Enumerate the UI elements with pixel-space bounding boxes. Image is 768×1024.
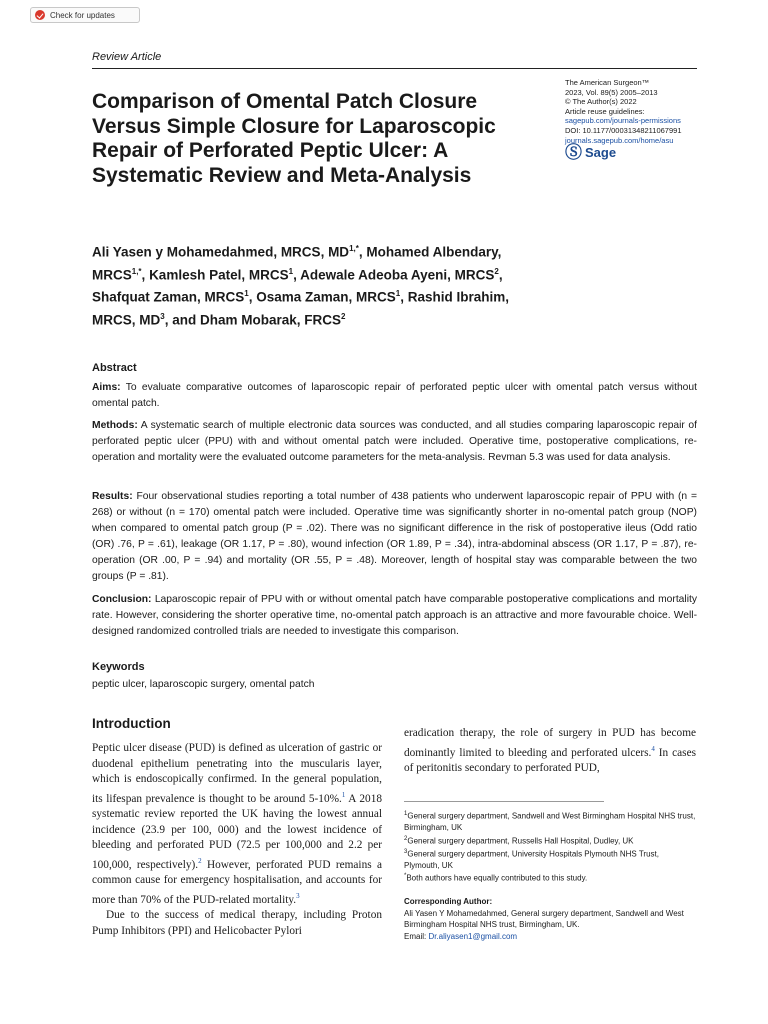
author-name: Osama Zaman, MRCS (256, 289, 396, 305)
sage-s-icon: Ⓢ (565, 143, 582, 163)
email-link[interactable]: Dr.aliyasen1@gmail.com (428, 931, 518, 941)
intro-paragraph-1 (92, 741, 382, 908)
journal-citation: 2023, Vol. 89(5) 2005–2013 (565, 87, 658, 97)
author-name: Kamlesh Patel, MRCS (149, 267, 289, 282)
author-separator: , and (164, 312, 200, 327)
author-affiliation-marker: 1 (244, 289, 249, 298)
affiliations (404, 809, 696, 885)
aims-label: Aims: (92, 382, 121, 393)
equal-contribution-note (404, 871, 696, 884)
reuse-link[interactable]: sagepub.com/journals-permissions (565, 116, 681, 126)
author-separator: , (141, 267, 150, 282)
intro-p1a: Peptic ulcer disease (PUD) is defined as ulceration of gastric or duodenal epithelium penetrating into the muscularis layer, which is endoscopically confirmed. In the general population, its lifespan prevalence is thought to be around 5-10%. (92, 742, 382, 805)
author-name: Adewale Adeoba Ayeni, MRCS (300, 267, 495, 282)
reuse-label: Article reuse guidelines: (565, 106, 645, 116)
author-name: Rashid Ibrahim, MRCS, MD (92, 289, 510, 327)
introduction-column-right (404, 726, 696, 777)
author-affiliation-marker: 1 (288, 266, 294, 276)
intro-p1b: A 2018 systematic review reported the UK having the lowest annual incidence (23.9 per 100, 000) and the lowest incidence of bleeding and perforated PUD (72.5 per 100,000 and 2.2 per 100,000, respectively). (92, 792, 382, 871)
results-label: Results: (92, 491, 133, 502)
affiliation-3 (404, 847, 696, 872)
affiliation-3-marker: 3 (404, 848, 408, 855)
author-affiliation-marker: 1,* (349, 244, 359, 253)
author-separator: , (248, 289, 257, 305)
abstract-conclusion (92, 592, 697, 640)
abstract-heading: Abstract (92, 362, 137, 374)
ref-2[interactable]: 2 (198, 856, 202, 865)
publisher-name: Sage (585, 145, 617, 161)
corresponding-author-heading: Corresponding Author: (404, 897, 493, 906)
intro-col2b: In cases of peritonitis secondary to perforated PUD, (404, 746, 696, 774)
abstract-methods (92, 418, 697, 466)
author-separator: , (293, 267, 301, 282)
header-rule (92, 68, 697, 69)
sage-logo (565, 143, 705, 163)
author-list (92, 239, 522, 329)
author-separator: , (358, 244, 367, 260)
intro-col2a: eradication therapy, the role of surgery in PUD has become dominantly limited to bleeding and perforated ulcers. (404, 727, 696, 759)
intro-paragraph-2: Due to the success of medical therapy, including Proton Pump Inhibitors (PPI) and Helicobacter Pylori (92, 909, 382, 937)
article-title: Comparison of Omental Patch Closure Versus Simple Closure for Laparoscopic Repair of Perforated Peptic Ulcer: A Systematic Review and Meta-Analysis (92, 90, 496, 187)
ref-3[interactable]: 3 (296, 891, 300, 900)
affiliation-2-marker: 2 (404, 835, 408, 842)
keywords-heading: Keywords (92, 661, 145, 673)
footnote-rule (404, 801, 604, 802)
introduction-heading: Introduction (92, 716, 171, 731)
check-for-updates-badge[interactable] (30, 7, 140, 23)
affiliation-2-text: General surgery department, Russells Hall Hospital, Dudley, UK (407, 836, 634, 846)
author-affiliation-marker: 1,* (131, 266, 142, 276)
corresponding-author (404, 896, 696, 942)
journal-home-link[interactable]: journals.sagepub.com/home/asu (565, 135, 674, 145)
email-label: Email: (404, 931, 429, 941)
author-separator: , (498, 267, 503, 282)
aims-text: To evaluate comparative outcomes of laparoscopic repair of perforated peptic ulcer with omental patch versus without omental patch. (92, 382, 697, 409)
author-name: Ali Yasen y Mohamedahmed, MRCS, MD (92, 244, 350, 260)
methods-text: A systematic search of multiple electronic data sources was conducted, and all studies comparing laparoscopic repair of perforated peptic ulcer (PPU) with and without omental patch were included. Operative time, postoperative complications, re-operation and mortality were the evaluated outcome parameters for the meta-analysis. Revman 5.3 was used for data analysis. (92, 420, 697, 463)
results-text: Four observational studies reporting a total number of 438 patients who underwent laparoscopic repair of PPU with (n = 268) or without (n = 170) omental patch were included. Operative time was significantly shorter in no-omental patch group (NOP) when compared to omental patch group (P = .02). There was no significant difference in the risk of postoperative ileus (Odd ratio (OR) .76, P = .61), leakage (OR 1.17, P = .80), wound infection (OR 1.89, P = .34), intra-abdominal abscess (OR 1.17, P = .87), re-operation (OR .00, P = .94) and mortality (OR .55, P = .48). Moreover, length of hospital stay was comparable between the two groups (P = .81). (92, 491, 697, 582)
introduction-column-left (92, 741, 382, 939)
journal-info (565, 78, 705, 163)
ref-4[interactable]: 4 (651, 744, 655, 753)
conclusion-label: Conclusion: (92, 594, 152, 605)
corresponding-author-text: Ali Yasen Y Mohamedahmed, General surgery department, Sandwell and West Birmingham Hospital NHS trust, Birmingham, UK. (404, 908, 684, 929)
intro-p1c: However, perforated PUD remains a common cause for emergency hospitalisation, and accounts for more than 70% of the PUD-related mortality. (92, 858, 382, 906)
affiliation-2 (404, 834, 696, 847)
check-icon (35, 10, 45, 20)
author-affiliation-marker: 3 (160, 311, 165, 321)
ref-1[interactable]: 1 (341, 790, 346, 799)
author-affiliation-marker: 1 (395, 289, 401, 298)
author-name: Dham Mobarak, FRCS (199, 312, 341, 327)
abstract-results (92, 489, 697, 585)
keywords-text: peptic ulcer, laparoscopic surgery, omental patch (92, 679, 315, 690)
author-affiliation-marker: 2 (341, 311, 346, 321)
affiliation-1-marker: 1 (404, 811, 408, 817)
doi: DOI: 10.1177/00031348211067991 (565, 125, 682, 135)
author-name: Shafquat Zaman, MRCS (92, 289, 245, 305)
corresponding-email (404, 931, 696, 943)
affiliation-3-text: General surgery department, University Hospitals Plymouth NHS Trust, Plymouth, UK (404, 849, 659, 870)
journal-copyright: © The Author(s) 2022 (565, 97, 637, 107)
abstract-aims (92, 380, 697, 412)
journal-name: The American Surgeon™ (565, 78, 650, 87)
affiliation-1-text: General surgery department, Sandwell and West Birmingham Hospital NHS trust, Birmingham, UK (404, 811, 696, 833)
intro-paragraph-2-cont (404, 726, 696, 777)
author-separator: , (400, 289, 408, 305)
affiliation-1 (404, 809, 696, 834)
author-name: Mohamed Albendary, MRCS (92, 244, 502, 282)
equal-contribution-marker: * (404, 873, 407, 880)
author-affiliation-marker: 2 (494, 266, 499, 276)
conclusion-text: Laparoscopic repair of PPU with or without omental patch have comparable postoperative complications and mortality rate. However, considering the shorter operative time, no-omental patch approach is an attractive and more favourable choice. Well-designed randomized controlled trials are needed to investigate this comparison. (92, 594, 697, 637)
equal-contribution-text: Both authors have equally contributed to this study. (406, 874, 588, 884)
article-type: Review Article (92, 51, 162, 63)
check-for-updates-label: Check for updates (50, 10, 115, 20)
methods-label: Methods: (92, 420, 138, 431)
